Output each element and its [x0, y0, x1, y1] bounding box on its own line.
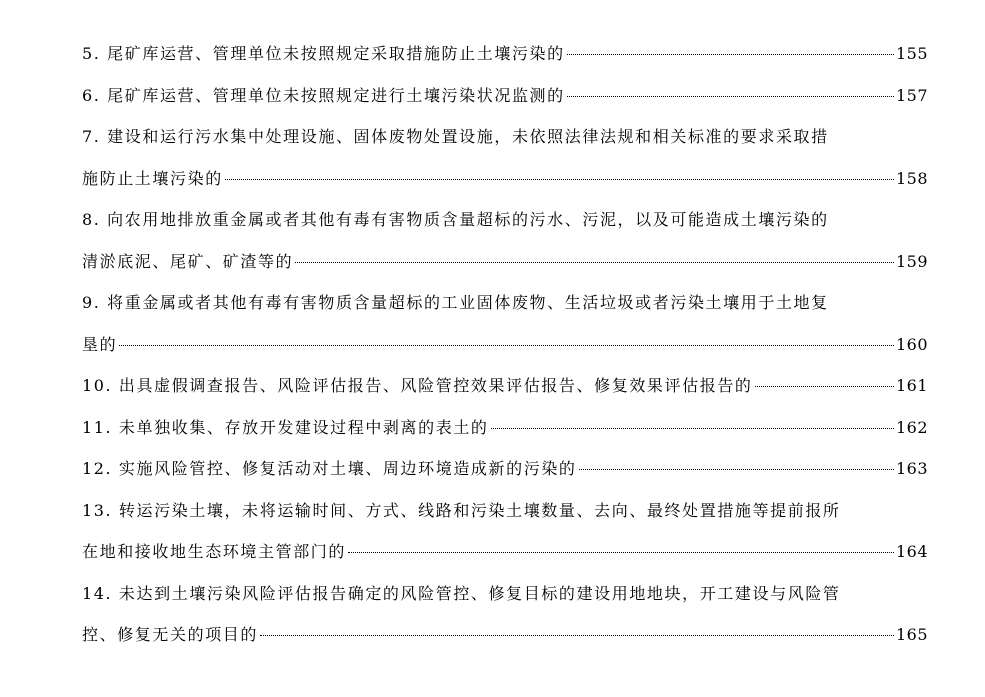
toc-entry-title: 9. 将重金属或者其他有毒有害物质含量超标的工业固体废物、生活垃圾或者污染土壤用于土地复 — [82, 293, 829, 312]
dot-leader — [225, 179, 894, 180]
toc-line — [82, 531, 928, 573]
toc-line — [82, 75, 928, 117]
toc-line — [82, 241, 928, 283]
toc-entry-title-continued: 控、修复无关的项目的 — [82, 625, 259, 644]
toc-entry-title: 14. 未达到土壤污染风险评估报告确定的风险管控、修复目标的建设用地地块，开工建设与风险管 — [82, 583, 841, 603]
toc-entry-title-continued: 垦的 — [82, 334, 118, 354]
dot-leader — [567, 54, 894, 55]
dot-leader — [260, 635, 894, 636]
toc-entry-title: 6. 尾矿库运营、管理单位未按照规定进行土壤污染状况监测的 — [82, 85, 565, 105]
toc-line — [82, 490, 928, 532]
toc-entry[interactable] — [82, 75, 928, 117]
table-of-contents — [82, 33, 928, 656]
toc-page-number: 159 — [895, 251, 928, 271]
toc-entry[interactable] — [82, 33, 928, 75]
toc-line — [82, 324, 928, 366]
toc-line — [82, 365, 928, 407]
toc-line — [82, 33, 928, 75]
toc-entry-title: 7. 建设和运行污水集中处理设施、固体废物处置设施，未依照法律法规和相关标准的要求采取措 — [82, 127, 829, 146]
toc-entry[interactable] — [82, 448, 928, 490]
toc-entry-title-continued: 在地和接收地生态环境主管部门的 — [82, 542, 347, 561]
toc-entry-title: 10. 出具虚假调查报告、风险评估报告、风险管控效果评估报告、修复效果评估报告的 — [82, 376, 753, 395]
dot-leader — [567, 96, 894, 97]
toc-line — [82, 407, 928, 449]
toc-entry[interactable] — [82, 490, 928, 573]
toc-page-number: 163 — [895, 459, 928, 478]
dot-leader — [755, 386, 894, 387]
toc-line — [82, 573, 928, 615]
toc-page-number: 165 — [895, 625, 928, 644]
toc-page-number: 155 — [895, 44, 928, 63]
toc-entry-title: 8. 向农用地排放重金属或者其他有毒有害物质含量超标的污水、污泥，以及可能造成土壤污染的 — [82, 210, 829, 229]
toc-entry[interactable] — [82, 199, 928, 282]
toc-entry-title: 12. 实施风险管控、修复活动对土壤、周边环境造成新的污染的 — [82, 459, 577, 478]
toc-line — [82, 614, 928, 656]
toc-entry[interactable] — [82, 282, 928, 365]
dot-leader — [119, 345, 894, 346]
toc-entry[interactable] — [82, 407, 928, 449]
toc-page-number: 160 — [895, 334, 928, 354]
toc-line — [82, 448, 928, 490]
toc-line — [82, 282, 928, 324]
toc-entry-title: 5. 尾矿库运营、管理单位未按照规定采取措施防止土壤污染的 — [82, 44, 565, 63]
dot-leader — [491, 428, 894, 429]
toc-entry[interactable] — [82, 573, 928, 656]
toc-entry[interactable] — [82, 365, 928, 407]
toc-line — [82, 199, 928, 241]
dot-leader — [295, 262, 894, 263]
toc-page-number: 162 — [895, 417, 928, 437]
toc-entry[interactable] — [82, 116, 928, 199]
toc-entry-title: 11. 未单独收集、存放开发建设过程中剥离的表土的 — [82, 417, 489, 437]
dot-leader — [579, 469, 894, 470]
toc-page-number: 161 — [895, 376, 928, 395]
toc-line — [82, 158, 928, 200]
toc-entry-title-continued: 施防止土壤污染的 — [82, 168, 223, 188]
toc-line — [82, 116, 928, 158]
toc-page-number: 158 — [895, 168, 928, 188]
toc-entry-title: 13. 转运污染土壤，未将运输时间、方式、线路和污染土壤数量、去向、最终处置措施等提前报所 — [82, 500, 841, 520]
dot-leader — [348, 552, 894, 553]
toc-page-number: 164 — [895, 542, 928, 561]
toc-page-number: 157 — [895, 85, 928, 105]
toc-entry-title-continued: 清淤底泥、尾矿、矿渣等的 — [82, 251, 294, 271]
